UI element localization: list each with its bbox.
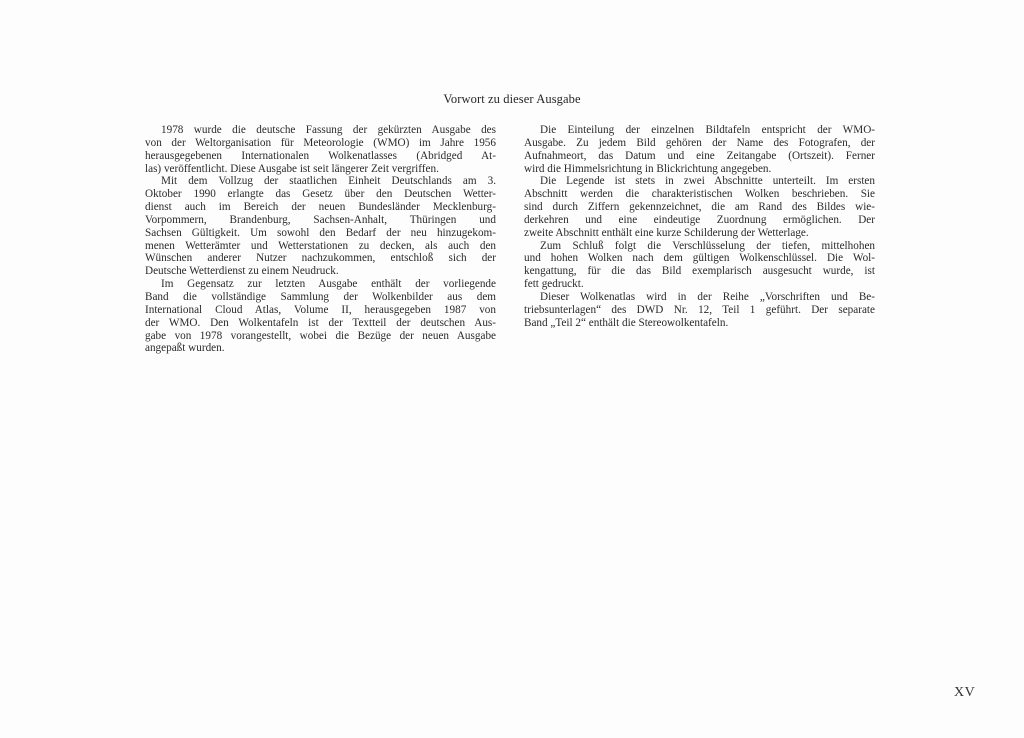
text-line: angepaßt wurden.: [145, 342, 225, 355]
text-line: derkehren und eine eindeutige Zuordnung ermöglichen. Der: [524, 213, 875, 226]
text-line: Die Einteilung der einzelnen Bildtafeln entspricht der WMO-: [540, 124, 875, 136]
right-column: [524, 124, 875, 330]
text-line: wird die Himmelsrichtung in Blickrichtung angegeben.: [524, 162, 772, 175]
text-line: Wünschen anderer Nutzer nachzukommen, entschloß sich der: [145, 252, 496, 265]
text-line: fett gedruckt.: [524, 278, 584, 291]
left-column: [145, 124, 496, 355]
text-line: von der Weltorganisation für Meteorologie (WMO) im Jahre 1956: [145, 136, 496, 149]
text-line: Abschnitt werden die charakteristischen Wolken beschrieben. Sie: [524, 188, 875, 201]
text-line: Im Gegensatz zur letzten Ausgabe enthält der vorliegende: [161, 278, 496, 291]
text-line: triebsunterlagen“ des DWD Nr. 12, Teil 1 geführt. Der separate: [524, 303, 875, 316]
text-line: 1978 wurde die deutsche Fassung der gekürzten Ausgabe des: [161, 124, 496, 136]
text-line: Aufnahmeort, das Datum und eine Zeitangabe (Ortszeit). Ferner: [524, 149, 875, 162]
text-line: dienst auch im Bereich der neuen Bundesländer Mecklenburg-: [145, 201, 496, 214]
text-line: zweite Abschnitt enthält eine kurze Schilderung der Wetterlage.: [524, 226, 809, 239]
text-line: Oktober 1990 erlangte das Gesetz über den Deutschen Wetter-: [145, 188, 496, 201]
text-line: Vorpommern, Brandenburg, Sachsen-Anhalt, Thüringen und: [145, 213, 496, 226]
text-line: sind durch Ziffern gekennzeichnet, die am Rand des Bildes wie-: [524, 201, 875, 214]
text-line: Ausgabe. Zu jedem Bild gehören der Name des Fotografen, der: [524, 136, 875, 149]
text-line: Sachsen Gültigkeit. Um sowohl den Bedarf der neu hinzugekom-: [145, 226, 496, 239]
text-line: menen Wetterämter und Wetterstationen zu decken, als auch den: [145, 239, 496, 252]
text-line: Dieser Wolkenatlas wird in der Reihe „Vorschriften und Be-: [540, 290, 875, 303]
text-line: Band die vollständige Sammlung der Wolkenbilder aus dem: [145, 290, 496, 303]
text-line: Mit dem Vollzug der staatlichen Einheit Deutschlands am 3.: [161, 175, 496, 188]
text-line: Die Legende ist stets in zwei Abschnitte unterteilt. Im ersten: [540, 175, 875, 188]
text-line: Zum Schluß folgt die Verschlüsselung der tiefen, mittelhohen: [540, 239, 875, 252]
text-line: las) veröffentlicht. Diese Ausgabe ist seit längerer Zeit vergriffen.: [145, 162, 439, 175]
text-line: der WMO. Den Wolkentafeln ist der Textteil der deutschen Aus-: [145, 316, 496, 329]
text-line: gabe von 1978 vorangestellt, wobei die Bezüge der neuen Ausgabe: [145, 329, 496, 342]
text-line: Band „Teil 2“ enthält die Stereowolkentafeln.: [524, 316, 729, 329]
text-line: und hohen Wolken nach dem gültigen Wolkenschlüssel. Die Wol-: [524, 252, 875, 265]
page-title: Vorwort zu dieser Ausgabe: [443, 92, 581, 106]
page-number: XV: [954, 685, 976, 700]
text-line: kengattung, für die das Bild exemplarisch ausgesucht wurde, ist: [524, 265, 875, 278]
text-line: Deutsche Wetterdienst zu einem Neudruck.: [145, 265, 339, 278]
text-line: International Cloud Atlas, Volume II, herausgegeben 1987 von: [145, 303, 496, 316]
text-line: herausgegebenen Internationalen Wolkenatlasses (Abridged At-: [145, 149, 496, 162]
